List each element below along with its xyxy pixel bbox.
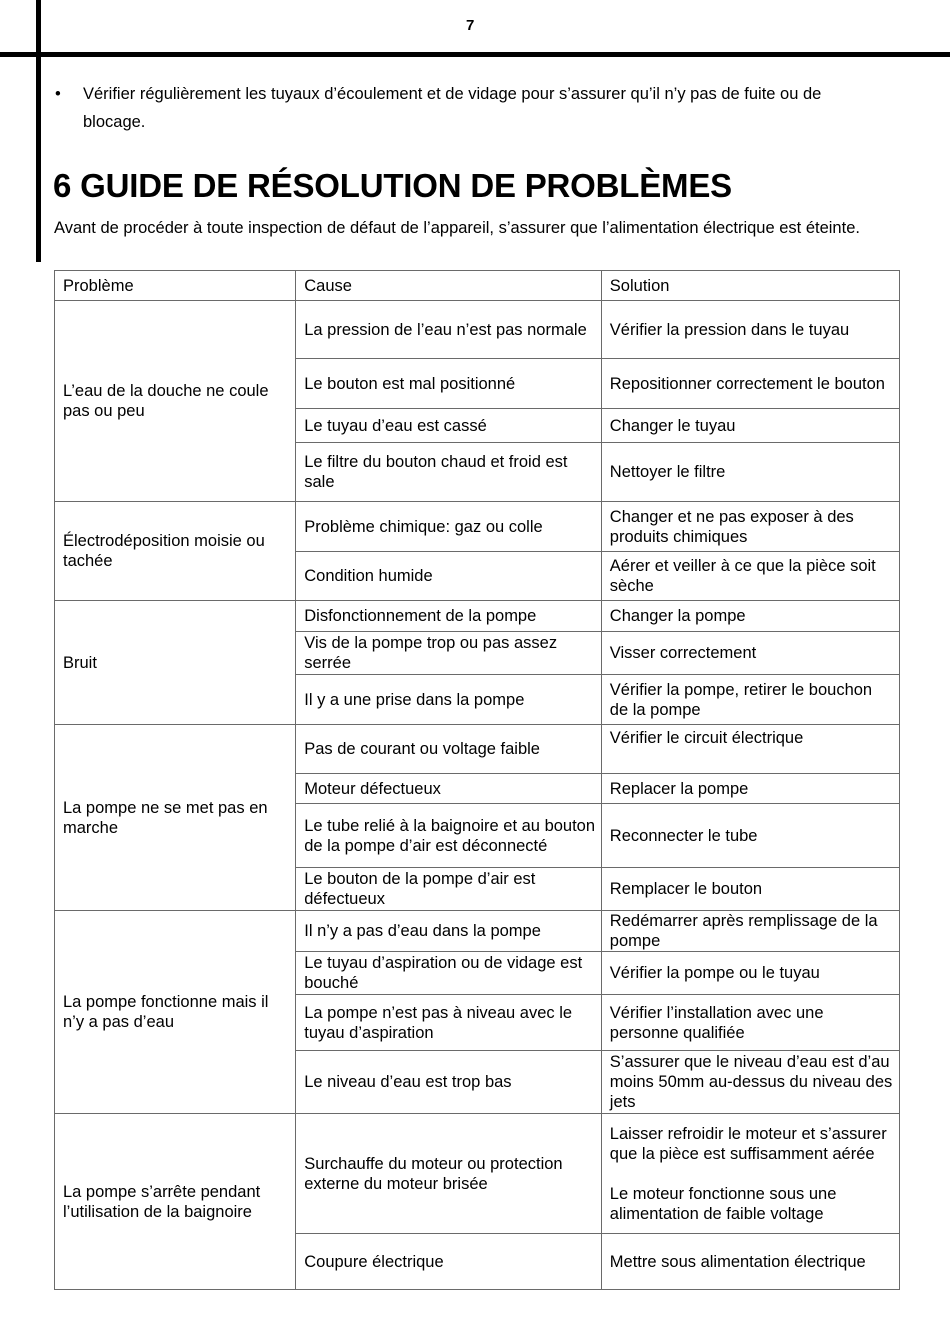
cause-cell: Le tube relié à la baignoire et au bouton de la pompe d’air est déconnecté	[296, 804, 602, 868]
cause-cell: Disfonctionnement de la pompe	[296, 601, 602, 632]
table-row	[55, 725, 900, 774]
solution-cell: Reconnecter le tube	[601, 804, 899, 868]
cause-cell: Le bouton de la pompe d’air est défectueux	[296, 868, 602, 911]
cause-cell: La pression de l’eau n’est pas normale	[296, 301, 602, 359]
table-row	[55, 1114, 900, 1234]
header-solution: Solution	[601, 271, 899, 301]
table-row	[55, 601, 900, 632]
solution-cell: Vérifier la pompe ou le tuyau	[601, 952, 899, 995]
solution-cell: Vérifier la pompe, retirer le bouchon de la pompe	[601, 675, 899, 725]
table-row	[55, 502, 900, 552]
solution-cell: Vérifier l’installation avec une personne qualifiée	[601, 995, 899, 1051]
header-problem: Problème	[55, 271, 296, 301]
troubleshooting-table	[54, 270, 900, 1290]
solution-extra-text: Le moteur fonctionne sous une alimentation de faible voltage	[609, 1184, 837, 1223]
problem-cell: La pompe s’arrête pendant l’utilisation de la baignoire	[55, 1114, 296, 1290]
section-title: 6 GUIDE DE RÉSOLUTION DE PROBLÈMES	[53, 167, 732, 204]
solution-cell: Mettre sous alimentation électrique	[601, 1234, 899, 1290]
cause-cell: Le tuyau d’eau est cassé	[296, 409, 602, 443]
solution-cell: Changer le tuyau	[601, 409, 899, 443]
solution-cell	[601, 1114, 899, 1234]
problem-cell: Électrodéposition moisie ou tachée	[55, 502, 296, 601]
left-margin-rule	[36, 0, 41, 262]
solution-cell: Aérer et veiller à ce que la pièce soit sèche	[601, 552, 899, 601]
header-cause: Cause	[296, 271, 602, 301]
bullet-text: Vérifier régulièrement les tuyaux d’écoulement et de vidage pour s’assurer qu’il n’y pas de fuite ou de blocage.	[83, 85, 822, 131]
cause-cell: La pompe n’est pas à niveau avec le tuyau d’aspiration	[296, 995, 602, 1051]
table-header	[55, 271, 900, 301]
cause-cell: Moteur défectueux	[296, 774, 602, 804]
solution-cell: Changer et ne pas exposer à des produits chimiques	[601, 502, 899, 552]
table-row	[55, 301, 900, 359]
header-row	[55, 271, 900, 301]
solution-cell: Vérifier la pression dans le tuyau	[601, 301, 899, 359]
section-intro: Avant de procéder à toute inspection de défaut de l’appareil, s’assurer que l’alimentation électrique est éteinte.	[54, 219, 860, 237]
cause-cell: Le tuyau d’aspiration ou de vidage est bouché	[296, 952, 602, 995]
page-number: 7	[466, 17, 475, 34]
table-body	[55, 301, 900, 1290]
solution-cell: Vérifier le circuit électrique	[601, 725, 899, 774]
cause-cell: Pas de courant ou voltage faible	[296, 725, 602, 774]
solution-cell: S’assurer que le niveau d’eau est d’au moins 50mm au-dessus du niveau des jets	[601, 1051, 899, 1114]
solution-cell: Repositionner correctement le bouton	[601, 359, 899, 409]
problem-cell: La pompe fonctionne mais il n’y a pas d’eau	[55, 911, 296, 1114]
problem-cell: La pompe ne se met pas en marche	[55, 725, 296, 911]
cause-cell: Il y a une prise dans la pompe	[296, 675, 602, 725]
cause-cell: Coupure électrique	[296, 1234, 602, 1290]
cause-cell: Problème chimique: gaz ou colle	[296, 502, 602, 552]
table-row	[55, 911, 900, 952]
problem-cell: Bruit	[55, 601, 296, 725]
solution-cell: Replacer la pompe	[601, 774, 899, 804]
cause-cell: Le filtre du bouton chaud et froid est sale	[296, 443, 602, 502]
solution-cell: Nettoyer le filtre	[601, 443, 899, 502]
solution-cell: Visser correctement	[601, 632, 899, 675]
header-rule	[0, 52, 950, 57]
cause-cell: Condition humide	[296, 552, 602, 601]
cause-cell: Le niveau d’eau est trop bas	[296, 1051, 602, 1114]
solution-cell: Changer la pompe	[601, 601, 899, 632]
problem-cell: L’eau de la douche ne coule pas ou peu	[55, 301, 296, 502]
solution-text: Laisser refroidir le moteur et s’assurer que la pièce est suffisamment aérée	[609, 1124, 887, 1163]
solution-cell: Redémarrer après remplissage de la pompe	[601, 911, 899, 952]
solution-cell: Remplacer le bouton	[601, 868, 899, 911]
bullet-dot: •	[55, 85, 61, 103]
cause-cell: Le bouton est mal positionné	[296, 359, 602, 409]
cause-cell: Surchauffe du moteur ou protection externe du moteur brisée	[296, 1114, 602, 1234]
cause-cell: Il n’y a pas d’eau dans la pompe	[296, 911, 602, 952]
maintenance-bullet	[55, 80, 885, 136]
cause-cell: Vis de la pompe trop ou pas assez serrée	[296, 632, 602, 675]
